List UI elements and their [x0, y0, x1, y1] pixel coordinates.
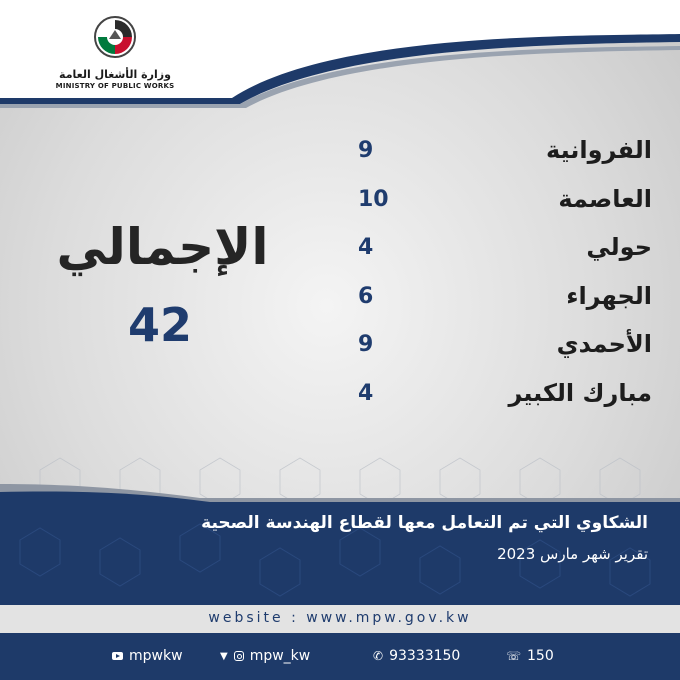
whatsapp-number-text: 93333150 — [389, 648, 461, 664]
region-name: العاصمة — [558, 184, 652, 213]
region-count: 4 — [358, 380, 374, 406]
youtube-handle[interactable] — [112, 648, 183, 664]
youtube-handle-text: mpwkw — [129, 648, 183, 664]
hotline-number-text: 150 — [527, 648, 554, 664]
hotline-number[interactable] — [506, 648, 554, 664]
twitter-icon: ▼ — [220, 650, 228, 662]
twitter-instagram-handle-text: mpw_kw — [249, 648, 311, 664]
instagram-icon — [234, 651, 244, 661]
whatsapp-number[interactable] — [373, 648, 460, 664]
list-item — [340, 132, 652, 181]
region-name: حولي — [586, 233, 652, 261]
list-item — [340, 181, 652, 230]
list-item — [340, 278, 652, 327]
list-item — [340, 375, 652, 424]
region-list — [340, 132, 652, 423]
total-value: 42 — [127, 298, 192, 352]
list-item — [340, 229, 652, 278]
region-name: الأحمدي — [556, 330, 652, 358]
ministry-logo — [50, 14, 180, 104]
phone-icon: ☏ — [506, 649, 522, 663]
website-link[interactable]: website : www.mpw.gov.kw — [208, 610, 472, 626]
logo-arabic-text: وزارة الأشغال العامة — [59, 68, 171, 81]
region-name: الجهراء — [566, 281, 652, 310]
region-count: 4 — [358, 235, 374, 260]
report-headline: الشكاوي التي تم التعامل معها لقطاع الهندسة الصحية — [201, 513, 648, 533]
region-count: 9 — [358, 138, 374, 163]
whatsapp-icon: ✆ — [373, 649, 384, 663]
youtube-icon — [112, 652, 123, 660]
total-label: الإجمالي — [56, 218, 269, 276]
region-count: 6 — [358, 283, 374, 309]
footer-bar — [0, 633, 680, 680]
kuwait-emblem-icon — [92, 14, 138, 60]
region-count: 9 — [358, 332, 374, 357]
twitter-instagram-handle[interactable] — [220, 648, 310, 664]
region-name: الفروانية — [546, 136, 652, 164]
logo-english-text: MINISTRY OF PUBLIC WORKS — [55, 82, 175, 90]
report-subline: تقرير شهر مارس 2023 — [497, 545, 648, 563]
region-count: 10 — [358, 186, 389, 212]
list-item — [340, 326, 652, 375]
region-name: مبارك الكبير — [508, 378, 652, 407]
